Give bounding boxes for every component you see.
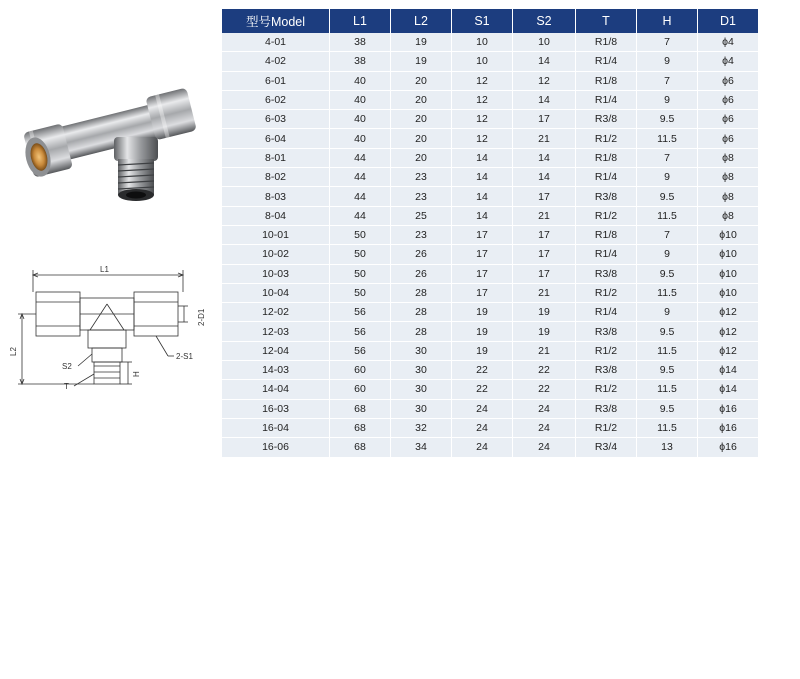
cell-model: 8-04 [222, 207, 330, 226]
cell-l2: 20 [391, 149, 452, 168]
cell-h: 9.5 [637, 265, 698, 284]
cell-l2: 20 [391, 72, 452, 91]
cell-l1: 38 [330, 33, 391, 52]
cell-s2: 14 [513, 168, 576, 187]
cell-model: 10-02 [222, 245, 330, 264]
cell-s2: 21 [513, 207, 576, 226]
cell-s1: 12 [452, 110, 513, 129]
cell-t: R1/8 [576, 226, 637, 245]
table-row [222, 245, 758, 264]
label-2-d1: 2-D1 [197, 308, 206, 326]
table-row [222, 33, 758, 52]
cell-s1: 14 [452, 207, 513, 226]
cell-l2: 20 [391, 110, 452, 129]
cell-s1: 22 [452, 380, 513, 399]
cell-d1: ϕ12 [698, 303, 758, 322]
cell-l2: 19 [391, 52, 452, 71]
cell-d1: ϕ14 [698, 380, 758, 399]
table-row [222, 265, 758, 284]
cell-s2: 22 [513, 361, 576, 380]
cell-l2: 28 [391, 303, 452, 322]
cell-t: R3/4 [576, 438, 637, 457]
cell-h: 11.5 [637, 419, 698, 438]
cell-d1: ϕ10 [698, 245, 758, 264]
cell-l2: 30 [391, 380, 452, 399]
cell-l1: 56 [330, 322, 391, 341]
cell-s1: 24 [452, 438, 513, 457]
cell-s1: 22 [452, 361, 513, 380]
cell-s2: 14 [513, 91, 576, 110]
cell-model: 8-01 [222, 149, 330, 168]
cell-l1: 44 [330, 149, 391, 168]
cell-model: 16-03 [222, 400, 330, 419]
cell-l2: 20 [391, 91, 452, 110]
cell-d1: ϕ16 [698, 419, 758, 438]
cell-s1: 19 [452, 303, 513, 322]
table-row [222, 342, 758, 361]
cell-s1: 17 [452, 284, 513, 303]
cell-d1: ϕ8 [698, 187, 758, 206]
cell-s2: 10 [513, 33, 576, 52]
cell-s1: 10 [452, 52, 513, 71]
cell-s1: 14 [452, 149, 513, 168]
cell-s2: 21 [513, 284, 576, 303]
table-row [222, 168, 758, 187]
cell-t: R1/2 [576, 380, 637, 399]
header-t: T [576, 9, 637, 33]
table-row [222, 129, 758, 148]
cell-s1: 24 [452, 400, 513, 419]
cell-l1: 60 [330, 380, 391, 399]
cell-l1: 50 [330, 265, 391, 284]
cell-l1: 50 [330, 226, 391, 245]
cell-l1: 40 [330, 72, 391, 91]
label-l2: L2 [9, 347, 18, 356]
cell-h: 9 [637, 91, 698, 110]
cell-d1: ϕ4 [698, 52, 758, 71]
cell-l1: 56 [330, 342, 391, 361]
cell-s1: 17 [452, 245, 513, 264]
cell-d1: ϕ6 [698, 91, 758, 110]
cell-model: 10-03 [222, 265, 330, 284]
cell-l1: 56 [330, 303, 391, 322]
cell-l1: 68 [330, 419, 391, 438]
label-l1: L1 [100, 265, 109, 274]
cell-l1: 44 [330, 187, 391, 206]
cell-model: 14-04 [222, 380, 330, 399]
cell-h: 7 [637, 226, 698, 245]
cell-l2: 25 [391, 207, 452, 226]
cell-h: 7 [637, 33, 698, 52]
cell-l2: 19 [391, 33, 452, 52]
header-h: H [637, 9, 698, 33]
cell-h: 11.5 [637, 342, 698, 361]
table-row [222, 361, 758, 380]
cell-s2: 22 [513, 380, 576, 399]
table-row [222, 187, 758, 206]
header-model: 型号Model [222, 9, 330, 33]
fitting-body [22, 88, 197, 201]
cell-s1: 10 [452, 33, 513, 52]
cell-model: 12-04 [222, 342, 330, 361]
cell-l2: 30 [391, 342, 452, 361]
cell-t: R1/8 [576, 149, 637, 168]
cell-h: 9 [637, 168, 698, 187]
table-row [222, 322, 758, 341]
cell-s2: 17 [513, 265, 576, 284]
cell-s1: 19 [452, 322, 513, 341]
cell-h: 7 [637, 72, 698, 91]
cell-h: 9.5 [637, 400, 698, 419]
table-row [222, 72, 758, 91]
cell-h: 9.5 [637, 187, 698, 206]
cell-d1: ϕ12 [698, 322, 758, 341]
cell-l2: 23 [391, 168, 452, 187]
cell-h: 9.5 [637, 322, 698, 341]
cell-s2: 24 [513, 438, 576, 457]
cell-d1: ϕ14 [698, 361, 758, 380]
cell-l2: 28 [391, 322, 452, 341]
table-row [222, 207, 758, 226]
cell-s2: 14 [513, 149, 576, 168]
cell-h: 7 [637, 149, 698, 168]
cell-s1: 19 [452, 342, 513, 361]
cell-h: 9 [637, 303, 698, 322]
cell-d1: ϕ12 [698, 342, 758, 361]
cell-t: R1/4 [576, 168, 637, 187]
table-row [222, 149, 758, 168]
cell-h: 13 [637, 438, 698, 457]
cell-model: 8-03 [222, 187, 330, 206]
table-row [222, 438, 758, 457]
cell-s1: 24 [452, 419, 513, 438]
cell-l1: 44 [330, 207, 391, 226]
label-h: H [132, 371, 141, 377]
cell-t: R3/8 [576, 361, 637, 380]
cell-model: 4-02 [222, 52, 330, 71]
cell-d1: ϕ8 [698, 149, 758, 168]
table-row [222, 419, 758, 438]
cell-l1: 40 [330, 129, 391, 148]
cell-l1: 44 [330, 168, 391, 187]
spec-table [222, 9, 758, 458]
cell-t: R1/4 [576, 303, 637, 322]
cell-l2: 30 [391, 400, 452, 419]
cell-s1: 12 [452, 72, 513, 91]
cell-s2: 24 [513, 400, 576, 419]
cell-l1: 38 [330, 52, 391, 71]
cell-t: R3/8 [576, 187, 637, 206]
cell-t: R1/2 [576, 129, 637, 148]
label-t: T [64, 382, 69, 391]
cell-model: 10-04 [222, 284, 330, 303]
cell-t: R1/2 [576, 207, 637, 226]
header-s1: S1 [452, 9, 513, 33]
header-d1: D1 [698, 9, 758, 33]
cell-model: 10-01 [222, 226, 330, 245]
cell-s1: 12 [452, 129, 513, 148]
cell-h: 11.5 [637, 207, 698, 226]
cell-s2: 14 [513, 52, 576, 71]
cell-model: 6-04 [222, 129, 330, 148]
cell-model: 6-03 [222, 110, 330, 129]
cell-d1: ϕ10 [698, 265, 758, 284]
cell-l2: 23 [391, 226, 452, 245]
cell-d1: ϕ10 [698, 284, 758, 303]
cell-t: R1/8 [576, 33, 637, 52]
cell-l2: 34 [391, 438, 452, 457]
cell-t: R3/8 [576, 265, 637, 284]
cell-l1: 40 [330, 91, 391, 110]
cell-h: 11.5 [637, 284, 698, 303]
header-l2: L2 [391, 9, 452, 33]
cell-model: 16-04 [222, 419, 330, 438]
cell-l1: 68 [330, 438, 391, 457]
cell-h: 11.5 [637, 380, 698, 399]
cell-s1: 14 [452, 187, 513, 206]
cell-s2: 24 [513, 419, 576, 438]
cell-l1: 68 [330, 400, 391, 419]
table-header-row [222, 9, 758, 33]
cell-t: R1/4 [576, 245, 637, 264]
table-row [222, 380, 758, 399]
cell-l2: 20 [391, 129, 452, 148]
header-l1: L1 [330, 9, 391, 33]
cell-s2: 17 [513, 110, 576, 129]
cell-d1: ϕ8 [698, 168, 758, 187]
cell-s1: 14 [452, 168, 513, 187]
cell-d1: ϕ16 [698, 400, 758, 419]
cell-s2: 19 [513, 303, 576, 322]
cell-l2: 30 [391, 361, 452, 380]
cell-model: 4-01 [222, 33, 330, 52]
cell-h: 9.5 [637, 361, 698, 380]
cell-l1: 60 [330, 361, 391, 380]
cell-model: 12-03 [222, 322, 330, 341]
cell-model: 16-06 [222, 438, 330, 457]
table-row [222, 303, 758, 322]
cell-t: R1/2 [576, 342, 637, 361]
table-row [222, 52, 758, 71]
cell-l2: 26 [391, 245, 452, 264]
cell-s2: 21 [513, 342, 576, 361]
cell-t: R3/8 [576, 400, 637, 419]
cell-s2: 17 [513, 226, 576, 245]
dimension-drawing [8, 262, 213, 402]
cell-d1: ϕ8 [698, 207, 758, 226]
cell-model: 8-02 [222, 168, 330, 187]
product-photo [10, 75, 215, 205]
table-row [222, 400, 758, 419]
cell-t: R3/8 [576, 110, 637, 129]
cell-t: R1/8 [576, 72, 637, 91]
cell-l2: 26 [391, 265, 452, 284]
cell-l2: 28 [391, 284, 452, 303]
cell-s1: 17 [452, 226, 513, 245]
cell-l2: 32 [391, 419, 452, 438]
cell-d1: ϕ16 [698, 438, 758, 457]
cell-s1: 12 [452, 91, 513, 110]
cell-h: 11.5 [637, 129, 698, 148]
cell-t: R1/2 [576, 419, 637, 438]
cell-d1: ϕ6 [698, 72, 758, 91]
cell-l1: 50 [330, 284, 391, 303]
cell-model: 12-02 [222, 303, 330, 322]
cell-s2: 17 [513, 187, 576, 206]
table-row [222, 226, 758, 245]
cell-s2: 21 [513, 129, 576, 148]
cell-h: 9 [637, 245, 698, 264]
cell-t: R3/8 [576, 322, 637, 341]
cell-t: R1/4 [576, 91, 637, 110]
table-row [222, 91, 758, 110]
cell-s2: 12 [513, 72, 576, 91]
cell-h: 9 [637, 52, 698, 71]
cell-l2: 23 [391, 187, 452, 206]
threaded-branch [114, 137, 158, 201]
cell-model: 14-03 [222, 361, 330, 380]
table-row [222, 284, 758, 303]
cell-d1: ϕ10 [698, 226, 758, 245]
cell-l1: 50 [330, 245, 391, 264]
cell-d1: ϕ4 [698, 33, 758, 52]
cell-d1: ϕ6 [698, 129, 758, 148]
cell-s2: 19 [513, 322, 576, 341]
cell-t: R1/2 [576, 284, 637, 303]
cell-h: 9.5 [637, 110, 698, 129]
cell-model: 6-01 [222, 72, 330, 91]
cell-model: 6-02 [222, 91, 330, 110]
label-s2: S2 [62, 362, 72, 371]
cell-t: R1/4 [576, 52, 637, 71]
cell-s2: 17 [513, 245, 576, 264]
cell-l1: 40 [330, 110, 391, 129]
label-2-s1: 2-S1 [176, 352, 193, 361]
table-row [222, 110, 758, 129]
header-s2: S2 [513, 9, 576, 33]
cell-d1: ϕ6 [698, 110, 758, 129]
cell-s1: 17 [452, 265, 513, 284]
table-body [222, 33, 758, 458]
